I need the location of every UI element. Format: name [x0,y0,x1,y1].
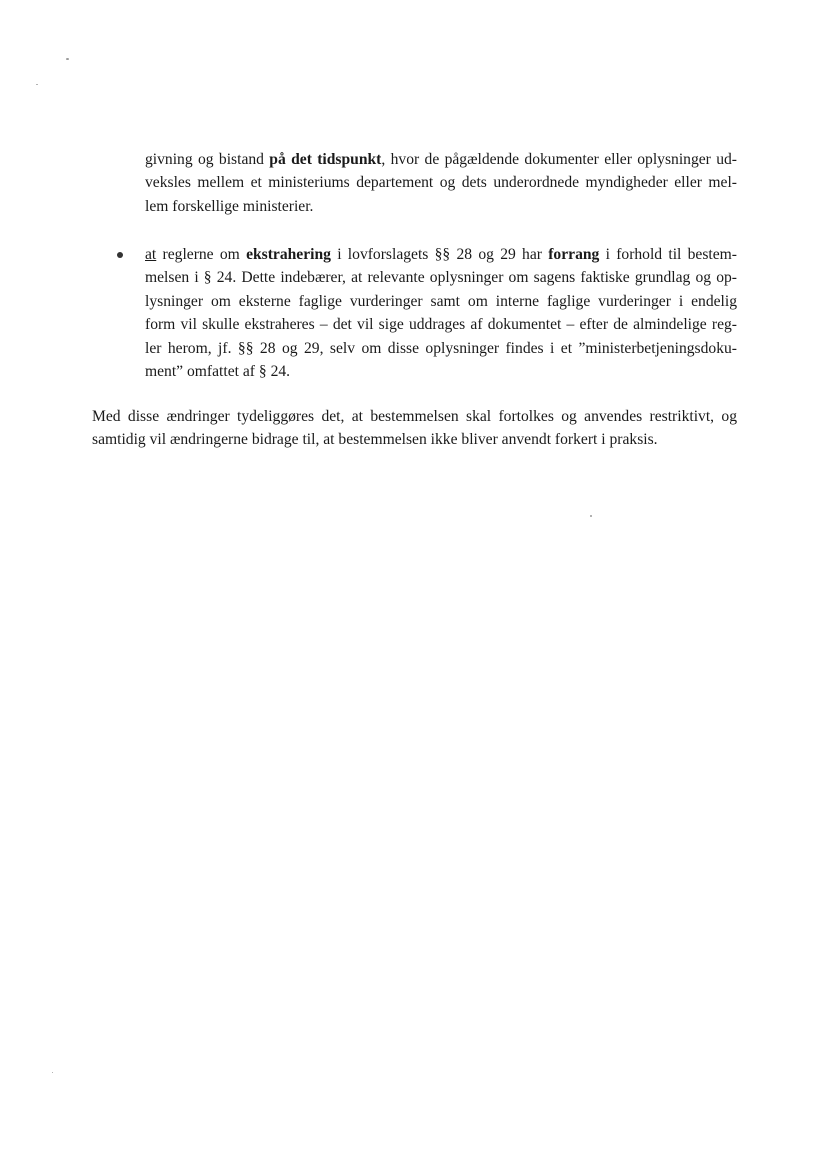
text-run: samtidig vil ændringerne bidrage til, at bestemmelsen ikke bliver anvendt forkert i praksis. [92,431,658,449]
text-line [145,360,737,383]
text-line [145,195,737,218]
text-run: reglerne om [156,246,247,263]
text-run: form vil skulle ekstraheres – det vil sige uddrages af dokumentet – efter de almindelige reg- [145,316,737,334]
text-run: Med disse ændringer tydeliggøres det, at bestemmelsen skal fortolkes og anvendes restriktivt, og [92,408,737,425]
text-run: ment” omfattet af § 24. [145,363,291,381]
text-run: givning og bistand [145,151,270,168]
text-run: lem forskellige ministerier. [145,197,314,215]
bold-text: på det tidspunkt [269,151,382,168]
scan-speck [590,515,592,517]
bold-text: forrang [548,246,600,263]
bullet-icon [117,252,123,258]
text-line [92,428,737,451]
underlined-text: at [145,246,157,263]
text-run: lysninger om eksterne faglige vurderinger samt om interne faglige vurderinger i endelig [145,292,737,310]
closing-paragraph [92,405,737,452]
text-run: veksles mellem et ministeriums departement og dets underordnede myndigheder eller mel- [145,174,737,192]
bold-text: ekstrahering [246,246,331,263]
text-run: i forhold til bestem- [599,246,737,263]
text-line [145,243,737,266]
text-line [145,171,737,194]
bullet-paragraph [145,243,737,383]
scan-speck [66,58,69,60]
text-run: i lovforslagets §§ 28 og 29 har [330,246,549,263]
continuation-paragraph [145,148,737,218]
text-run: melsen i § 24. Dette indebærer, at relevante oplysninger om sagens faktiske grundlag og op- [145,269,737,287]
text-line [92,405,737,428]
text-run: ler herom, jf. §§ 28 og 29, selv om disse oplysninger findes i et ”ministerbetjeningsdoku- [145,339,737,357]
text-run: , hvor de pågældende dokumenter eller oplysninger ud- [381,151,737,168]
text-line [145,337,737,360]
text-line [145,290,737,313]
scan-speck [36,84,38,85]
text-line [145,148,737,171]
text-line [145,313,737,336]
text-line [145,266,737,289]
scan-speck [52,1072,53,1073]
